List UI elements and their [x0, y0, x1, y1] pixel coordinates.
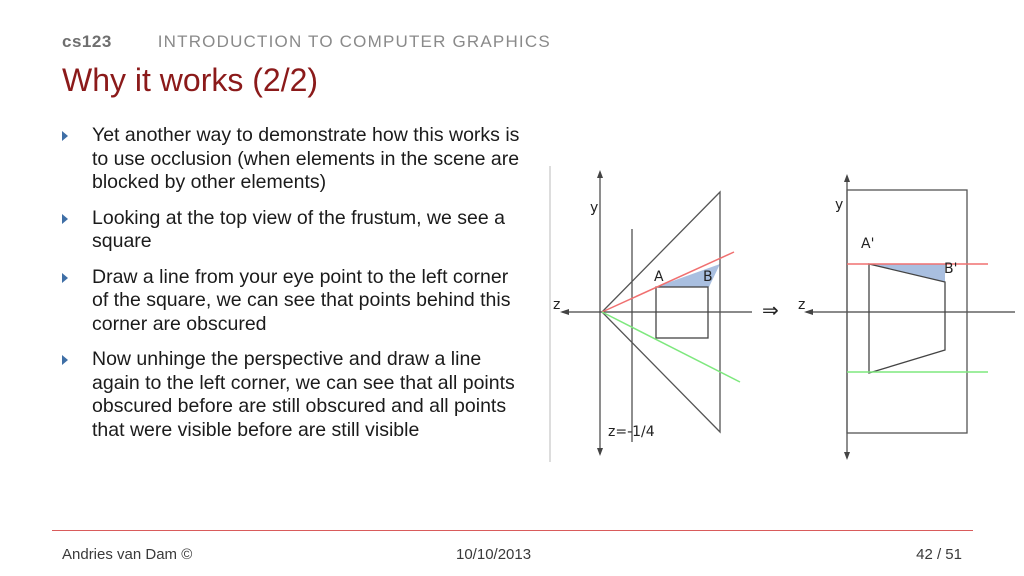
bullet-item [62, 124, 522, 195]
point-b-label: B [703, 269, 713, 285]
point-b-prime-label: B' [944, 261, 958, 277]
bullet-text: Yet another way to demonstrate how this works is to use occlusion (when elements in the scene are blocked by other elements) [92, 124, 520, 193]
frustum-diagram [548, 164, 1020, 464]
z-label-right: z [798, 297, 806, 313]
point-a-label: A [654, 269, 664, 285]
z-axis-arrow [560, 309, 569, 315]
y-label-right: y [835, 197, 844, 213]
course-title: INTRODUCTION TO COMPUTER GRAPHICS [157, 32, 551, 51]
y-axis-right-arrow-up [844, 174, 850, 182]
y-axis-arrow-up [597, 170, 603, 178]
bullet-text: Draw a line from your eye point to the left corner of the square, we can see that points behind this corner are obscured [92, 265, 511, 335]
y-axis-right-arrow-down [844, 452, 850, 460]
sight-line-red [602, 252, 734, 312]
y-label-left: y [590, 200, 599, 216]
bullet-item [62, 266, 522, 337]
bullet-list [62, 124, 522, 454]
point-a-prime-label: A' [861, 236, 875, 252]
near-plane-label: z=-1/4 [608, 424, 655, 440]
slide-header [62, 32, 551, 52]
bullet-item [62, 348, 522, 442]
z-label-left: z [553, 297, 561, 313]
footer-page-number: 42 / 51 [916, 546, 962, 563]
bullet-text: Now unhinge the perspective and draw a line again to the left corner, we can see that all points obscured before are still obscured and all points that were visible before are still visible [92, 348, 515, 441]
perspective-view [553, 170, 752, 456]
bullet-arrow-icon [62, 273, 68, 283]
transform-arrow-icon: ⇒ [762, 298, 779, 322]
unhinged-view [798, 174, 1015, 460]
footer-date: 10/10/2013 [456, 546, 532, 563]
bullet-arrow-icon [62, 355, 68, 365]
y-axis-arrow-down [597, 448, 603, 456]
transformed-square [869, 264, 945, 373]
bullet-arrow-icon [62, 131, 68, 141]
sight-line-green [602, 312, 740, 382]
footer-divider [52, 530, 973, 531]
bullet-arrow-icon [62, 214, 68, 224]
footer-author: Andries van Dam © [62, 546, 193, 563]
slide-title: Why it works (2/2) [62, 62, 319, 98]
bullet-item [62, 207, 522, 254]
bullet-text: Looking at the top view of the frustum, we see a square [92, 206, 505, 252]
course-code: cs123 [62, 32, 112, 51]
